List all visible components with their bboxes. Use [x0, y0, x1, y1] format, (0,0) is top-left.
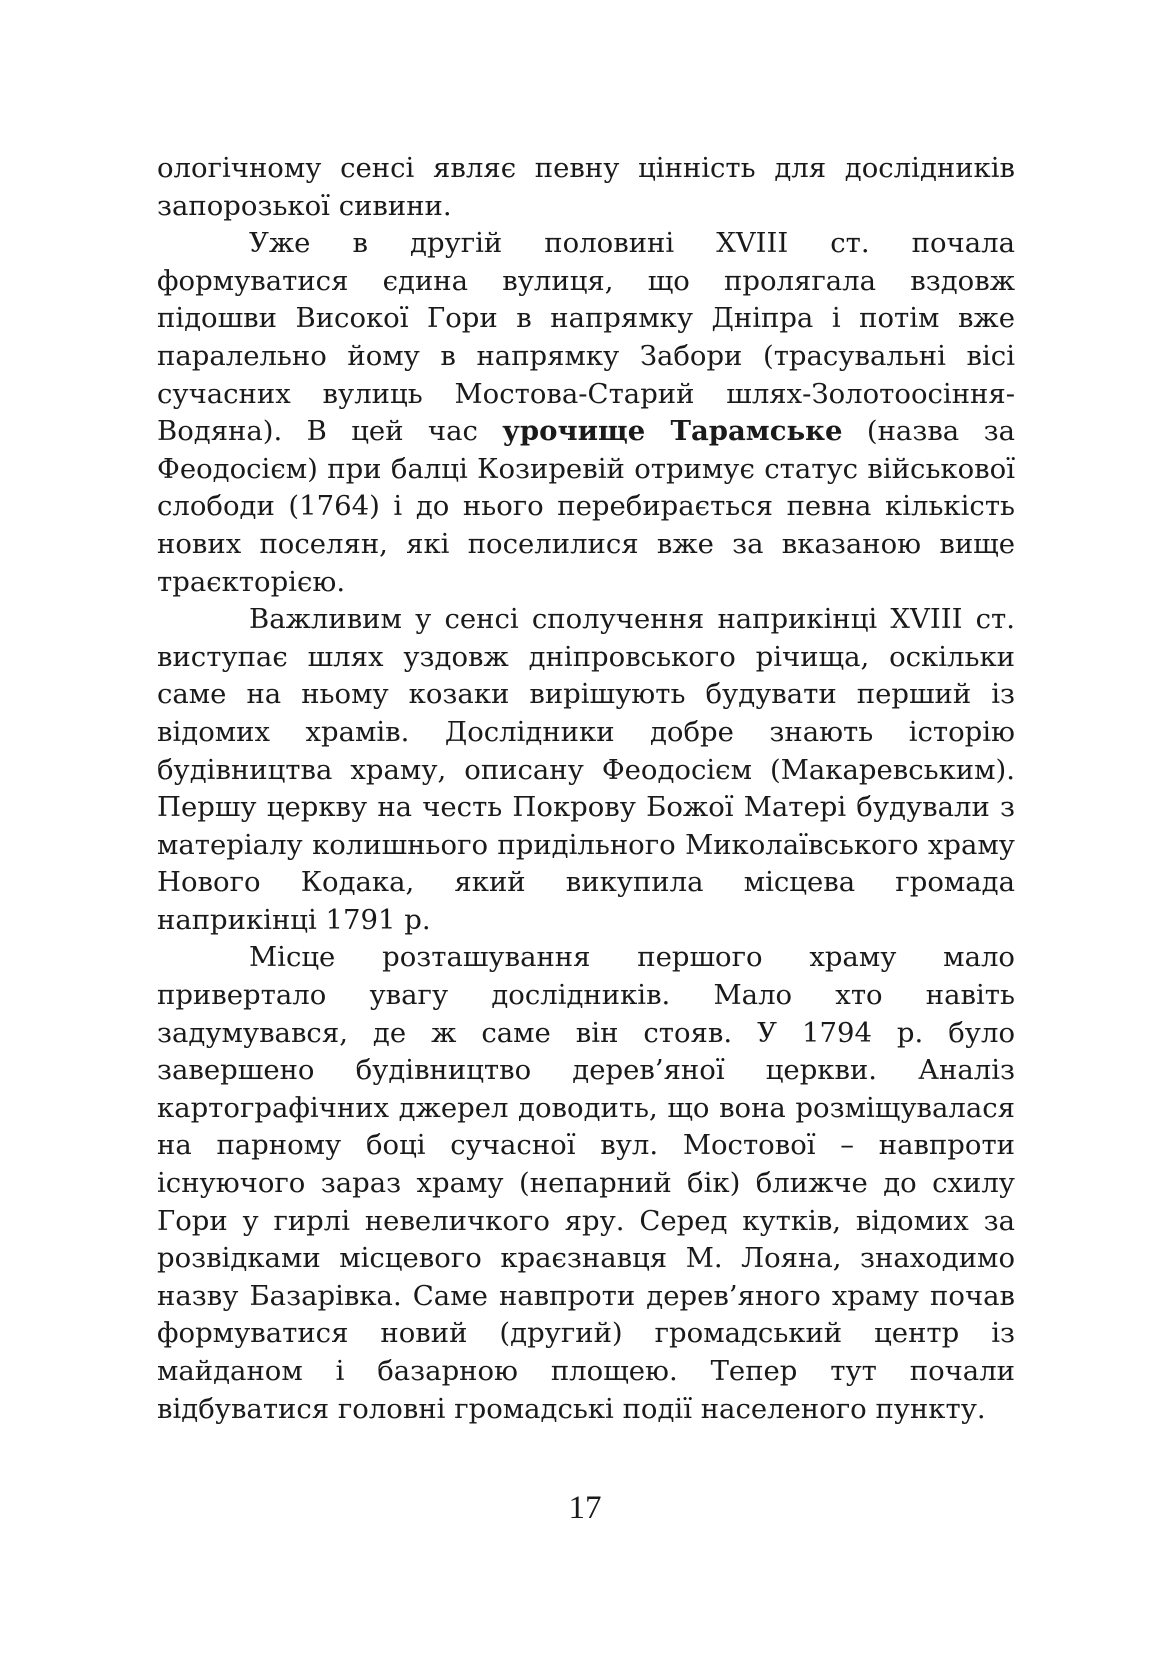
place-name-bold: урочище Тарамське	[502, 415, 843, 448]
paragraph-1-text: ологічному сенсі являє певну цінність для дослідників запорозької сивини.	[157, 152, 1015, 222]
body-text	[157, 150, 1015, 1428]
paragraph-3-text: Важливим у сенсі сполучення наприкінці XVIII ст. виступає шлях уздовж дніпровського річища, оскільки саме на ньому козаки вирішують будувати перший із відомих храмів. Дослідники добре знають історію будівництва храму, описану Феодосієм (Макаревським). Першу церкву на честь Покрову Божої Матері будували з матеріалу колишнього придільного Миколаївського храму Нового Кодака, який викупила місцева громада наприкінці 1791 р.	[157, 603, 1015, 936]
paragraph-1	[157, 150, 1015, 225]
page-number: 17	[568, 1490, 602, 1526]
paragraph-2-text-b: (назва за Феодосієм) при балці Козиревій отримує статус військової слободи (1764) і до нього перебирається певна кількість нових поселян, які поселилися вже за вказаною вище траєкторією.	[157, 415, 1015, 598]
paragraph-4-text: Місце розташування першого храму мало привертало увагу дослідників. Мало хто навіть задумувався, де ж саме він стояв. У 1794 р. було завершено будівництво дерев’яної церкви. Аналіз картографічних джерел доводить, що вона розміщувалася на парному боці сучасної вул. Мостової – навпроти існуючого зараз храму (непарний бік) ближче до схилу Гори у гирлі невеличкого яру. Серед кутків, відомих за розвідками місцевого краєзнавця М. Лояна, знаходимо назву Базарівка. Саме навпроти дерев’яного храму почав формуватися новий (другий) громадський центр із майданом і базарною площею. Тепер тут почали відбуватися головні громадські події населеного пункту.	[157, 941, 1015, 1425]
paragraph-4	[157, 939, 1015, 1428]
paragraph-2-text-a: Уже в другій половині XVIII ст. почала формуватися єдина вулиця, що пролягала вздовж підошви Високої Гори в напрямку Дніпра і потім вже паралельно йому в напрямку Забори (трасувальні вісі сучасних вулиць Мостова-Старий шлях-Золотоосіння-Водяна). В цей час	[157, 227, 1015, 448]
paragraph-3	[157, 601, 1015, 939]
paragraph-2	[157, 225, 1015, 601]
